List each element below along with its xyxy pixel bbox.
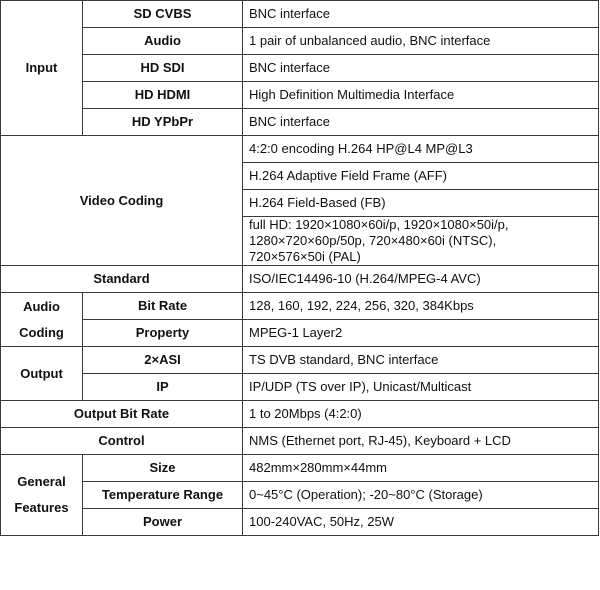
- label-temperature-range: Temperature Range: [83, 482, 243, 509]
- table-row: [1, 55, 599, 82]
- table-row: [1, 293, 599, 320]
- table-row: [1, 136, 599, 163]
- audio-coding-line-2: Coding: [19, 324, 64, 340]
- label-control: Control: [1, 428, 243, 455]
- label-size: Size: [83, 455, 243, 482]
- label-sd-cvbs: SD CVBS: [83, 1, 243, 28]
- table-row: [1, 320, 599, 347]
- label-hd-ypbpr: HD YPbPr: [83, 109, 243, 136]
- video-coding-line-1: full HD: 1920×1080×60i/p, 1920×1080×50i/p,: [249, 217, 509, 232]
- table-row: [1, 1, 599, 28]
- label-output-bit-rate: Output Bit Rate: [1, 401, 243, 428]
- value-bit-rate: 128, 160, 192, 224, 256, 320, 384Kbps: [243, 293, 599, 320]
- label-hd-hdmi: HD HDMI: [83, 82, 243, 109]
- value-output-bit-rate: 1 to 20Mbps (4:2:0): [243, 401, 599, 428]
- value-size: 482mm×280mm×44mm: [243, 455, 599, 482]
- audio-coding-line-1: Audio: [23, 298, 60, 314]
- category-output: Output: [1, 347, 83, 401]
- value-property: MPEG-1 Layer2: [243, 320, 599, 347]
- table-row: [1, 401, 599, 428]
- general-features-line-1: General: [17, 474, 66, 489]
- table-row: [1, 109, 599, 136]
- value-control: NMS (Ethernet port, RJ-45), Keyboard + LCD: [243, 428, 599, 455]
- general-features-line-2: Features: [14, 500, 69, 515]
- value-temperature-range: 0~45°C (Operation); -20~80°C (Storage): [243, 482, 599, 509]
- value-ip: IP/UDP (TS over IP), Unicast/Multicast: [243, 374, 599, 401]
- value-video-coding-2: H.264 Adaptive Field Frame (AFF): [243, 163, 599, 190]
- value-video-coding-4: [243, 217, 599, 266]
- label-video-coding: Video Coding: [1, 136, 243, 266]
- value-hd-hdmi: High Definition Multimedia Interface: [243, 82, 599, 109]
- value-asi: TS DVB standard, BNC interface: [243, 347, 599, 374]
- value-audio: 1 pair of unbalanced audio, BNC interface: [243, 28, 599, 55]
- value-hd-ypbpr: BNC interface: [243, 109, 599, 136]
- video-coding-line-3: 720×576×50i (PAL): [249, 249, 361, 264]
- table-row: [1, 266, 599, 293]
- value-video-coding-3: H.264 Field-Based (FB): [243, 190, 599, 217]
- label-hd-sdi: HD SDI: [83, 55, 243, 82]
- video-coding-line-2: 1280×720×60p/50p, 720×480×60i (NTSC),: [249, 233, 497, 248]
- table-row: [1, 509, 599, 536]
- value-standard: ISO/IEC14496-10 (H.264/MPEG-4 AVC): [243, 266, 599, 293]
- table-row: [1, 482, 599, 509]
- category-input: Input: [1, 1, 83, 136]
- label-standard: Standard: [1, 266, 243, 293]
- table-row: [1, 374, 599, 401]
- value-hd-sdi: BNC interface: [243, 55, 599, 82]
- value-sd-cvbs: BNC interface: [243, 1, 599, 28]
- table-row: [1, 428, 599, 455]
- label-audio: Audio: [83, 28, 243, 55]
- table-row: [1, 347, 599, 374]
- label-asi: 2×ASI: [83, 347, 243, 374]
- value-power: 100-240VAC, 50Hz, 25W: [243, 509, 599, 536]
- category-audio-coding: [1, 293, 83, 347]
- label-bit-rate: Bit Rate: [83, 293, 243, 320]
- value-video-coding-1: 4:2:0 encoding H.264 HP@L4 MP@L3: [243, 136, 599, 163]
- label-property: Property: [83, 320, 243, 347]
- category-general-features: [1, 455, 83, 536]
- table-row: [1, 455, 599, 482]
- label-ip: IP: [83, 374, 243, 401]
- table-row: [1, 82, 599, 109]
- table-row: [1, 28, 599, 55]
- label-power: Power: [83, 509, 243, 536]
